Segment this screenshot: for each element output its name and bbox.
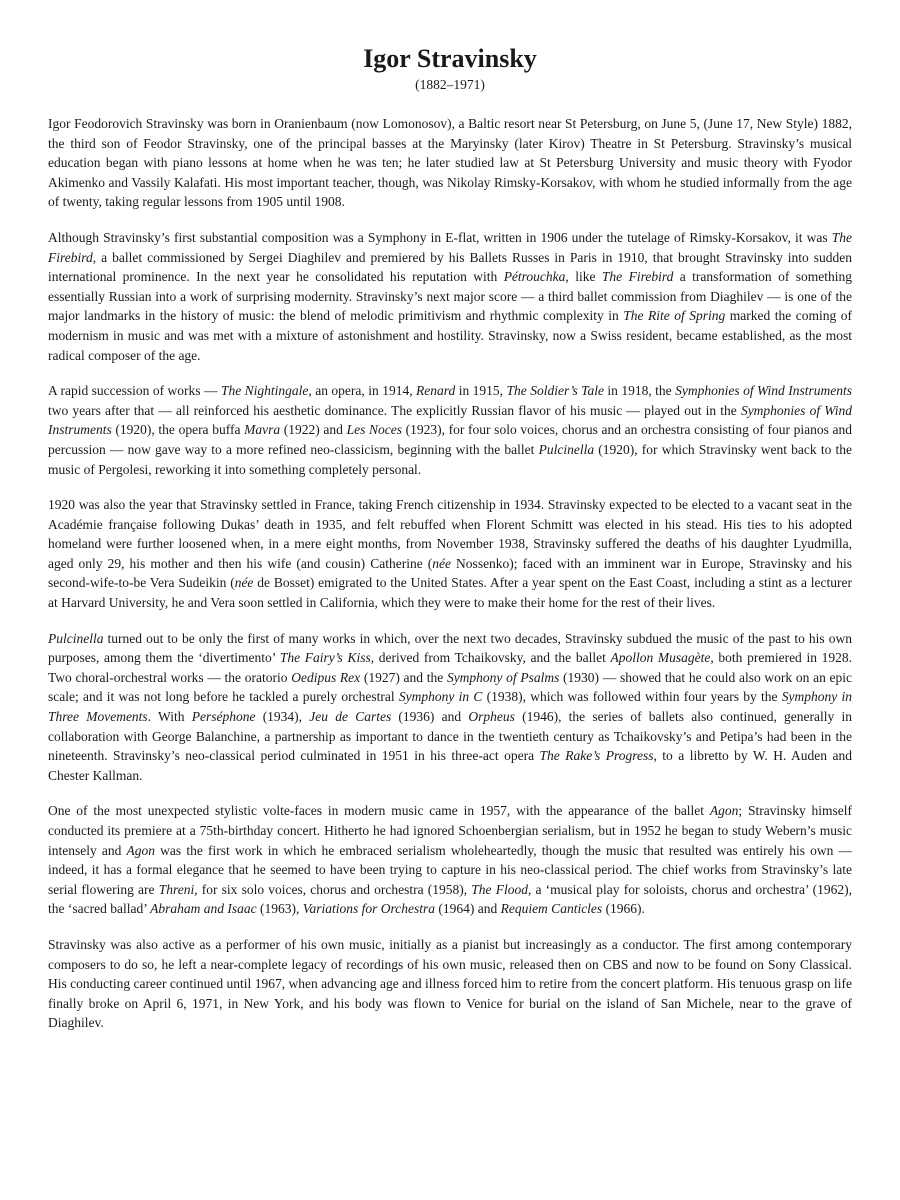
biography-body xyxy=(48,114,852,1033)
italic-title-text: Mavra xyxy=(244,422,281,438)
paragraph-text: (1963), xyxy=(256,901,303,917)
italic-title-text: The Rite of Spring xyxy=(623,308,726,324)
paragraph-text: (1920), the opera buffa xyxy=(111,422,245,438)
italic-title-text: The Firebird xyxy=(601,269,674,285)
paragraph-text: in 1918, the xyxy=(603,383,676,399)
italic-title-text: Symphony of Psalms xyxy=(446,669,560,685)
paragraph-text: , a ‘musical play for soloists, chorus and orchestra’ (1962), the ‘sacred ballad’ xyxy=(48,881,852,917)
paragraph-text: Igor Feodorovich Stravinsky was born in Oranienbaum (now Lomonosov), a Baltic resort near St Petersburg, on June 5, (June 17, New Style) 1882, the third son of Feodor Stravinsky, one of the principal basses at the Maryinsky (later Kirov) Theatre in St Petersburg. Stravinsky’s musical education began with piano lessons at home when he was ten; he later studied law at St Petersburg University and music theory with Fyodor Akimenko and Vassily Kalafati. His most important teacher, though, was Nikolay Rimsky-Korsakov, with whom he studied informally from the age of twenty, taking regular lessons from 1905 until 1908. xyxy=(48,116,852,210)
italic-title-text: Abraham and Isaac xyxy=(150,901,257,917)
italic-title-text: Les Noces xyxy=(346,422,402,438)
paragraph-text: (1966). xyxy=(602,901,645,917)
paragraph-text: (1920), for which Stravinsky went back to the music of Pergolesi, reworking it into something completely personal. xyxy=(48,441,852,477)
italic-title-text: Pulcinella xyxy=(48,630,104,646)
paragraph-text: , for six solo voices, chorus and orchestra (1958), xyxy=(194,881,472,897)
italic-title-text: née xyxy=(234,575,254,591)
italic-title-text: Orpheus xyxy=(468,709,515,725)
italic-title-text: The Rake’s Progress xyxy=(539,748,654,764)
paragraph-text: a transformation of something essentially Russian into a work of surprising modernity. Stravinsky’s next major score — a third ballet commission from Diaghilev — is one of the major landmarks in the history of music: the blend of melodic primitivism and rhythmic complexity in xyxy=(48,269,852,324)
paragraph-text: marked the coming of modernism in music and was met with a mixture of astonishment and hostility. Stravinsky, now a Swiss resident, became established, as the most radical composer of the age. xyxy=(48,308,852,363)
italic-title-text: Symphonies of Wind Instruments xyxy=(48,402,852,438)
paragraph-text: (1964) and xyxy=(434,901,501,917)
paragraph-text: A rapid succession of works — xyxy=(48,383,221,399)
paragraph-text: , both premiered in 1928. Two choral-orchestral works — the oratorio xyxy=(48,650,853,685)
italic-title-text: Agon xyxy=(126,842,156,858)
paragraph-text: two years after that — all reinforced his aesthetic dominance. The explicitly Russian flavor of his music — played out in the xyxy=(48,402,741,418)
paragraph xyxy=(48,935,852,1033)
italic-title-text: Renard xyxy=(416,383,456,399)
paragraph xyxy=(48,629,852,786)
paragraph-text: (1934), xyxy=(255,709,310,725)
italic-title-text: Pulcinella xyxy=(538,441,595,457)
paragraph xyxy=(48,495,852,613)
paragraph-text: , an opera, in 1914, xyxy=(308,383,417,399)
italic-title-text: The Firebird xyxy=(48,229,852,265)
paragraph-text: (1922) and xyxy=(280,422,347,438)
paragraph-text: One of the most unexpected stylistic volte-faces in modern music came in 1957, with the appearance of the ballet xyxy=(48,803,710,819)
italic-title-text: Requiem Canticles xyxy=(500,901,603,917)
page-title: Igor Stravinsky xyxy=(363,44,537,73)
paragraph-text: (1923), for four solo voices, chorus and an orchestra consisting of four pianos and percussion — now gave way to a more refined neo-classicism, beginning with the ballet xyxy=(48,422,853,457)
italic-title-text: Variations for Orchestra xyxy=(302,901,435,917)
italic-title-text: Threni xyxy=(158,881,195,897)
italic-title-text: Symphonies of Wind Instruments xyxy=(675,383,852,399)
document-page xyxy=(48,40,852,1180)
paragraph-text: , derived from Tchaikovsky, and the ballet xyxy=(370,650,611,666)
paragraph-text: , like xyxy=(565,269,602,285)
italic-title-text: Agon xyxy=(709,803,739,819)
paragraph-text: Nossenko); faced with an imminent war in Europe, Stravinsky and his second-wife-to-be Vera Sudeikin ( xyxy=(48,555,852,591)
paragraph-text: Although Stravinsky’s first substantial composition was a Symphony in E-flat, written in 1906 under the tutelage of Rimsky-Korsakov, it was xyxy=(48,229,832,245)
paragraph xyxy=(48,228,852,365)
paragraph-text: (1946), the series of ballets also continued, generally in collaboration with George Balanchine, a partnership as important to dance in the twentieth century as Tchaikovsky’s and Petipa’s had been in the nineteenth. Stravinsky’s neo-classical period culminated in 1951 in his three-act opera xyxy=(48,709,852,764)
italic-title-text: The Soldier’s Tale xyxy=(506,383,604,399)
italic-title-text: Perséphone xyxy=(191,709,256,725)
paragraph-text: 1920 was also the year that Stravinsky settled in France, taking French citizenship in 1934. Stravinsky expected to be elected to a vacant seat in the Académie française following Dukas’ death in 1935, and felt rebuffed when Florent Schmitt was elected in his stead. His ties to his adopted homeland were further loosened when, in a mere eight months, from November 1938, Stravinsky suffered the deaths of his daughter Lyudmilla, aged only 29, his mother and then his wife (and cousin) Catherine ( xyxy=(48,497,852,571)
italic-title-text: Apollon Musagète xyxy=(610,650,711,666)
italic-title-text: née xyxy=(432,555,451,571)
italic-title-text: Symphony in Three Movements xyxy=(48,689,852,725)
paragraph-text: , a ballet commissioned by Sergei Diaghilev and premiered by his Ballets Russes in Paris in 1910, that brought Stravinsky into sudden international prominence. In the next year he consolidated his reputation with xyxy=(48,249,852,285)
paragraph-text: (1936) and xyxy=(391,709,469,725)
italic-title-text: Jeu de Cartes xyxy=(309,709,392,725)
paragraph-text: , to a libretto by W. H. Auden and Chester Kallman. xyxy=(48,748,852,783)
paragraph-text: de Bosset) emigrated to the United States. After a year spent on the East Coast, including a stint as a lecturer at Harvard University, he and Vera soon settled in California, which they were to make their home for the rest of their lives. xyxy=(48,575,852,611)
italic-title-text: The Nightingale xyxy=(220,383,309,399)
paragraph-text: turned out to be only the first of many works in which, over the next two decades, Stravinsky subdued the music of the past to his own purposes, among them the ‘divertimento’ xyxy=(48,630,852,666)
paragraph-text: (1927) and the xyxy=(360,669,447,685)
paragraph-text: . With xyxy=(147,709,192,725)
italic-title-text: The Fairy’s Kiss xyxy=(279,650,371,666)
paragraph-text: was the first work in which he embraced serialism wholeheartedly, though the music that resulted was entirely his own — indeed, it has a formal elegance that he seemed to have been trying to capture in his neo-classical period. The chief works from Stravinsky’s late serial flowering are xyxy=(48,842,852,897)
paragraph-text: (1938), which was followed within four years by the xyxy=(482,689,782,705)
life-dates: (1882–1971) xyxy=(415,77,485,92)
italic-title-text: Pétrouchka xyxy=(503,269,566,285)
paragraph xyxy=(48,801,852,919)
italic-title-text: Symphony in C xyxy=(398,689,483,705)
paragraph-text: in 1915, xyxy=(455,383,507,399)
paragraph-text: Stravinsky was also active as a performer of his own music, initially as a pianist but increasingly as a conductor. The first among contemporary composers to do so, he left a near-complete legacy of recordings of his own music, released then on CBS and now to be found on Sony Classical. His conducting career continued until 1967, when advancing age and illness forced him to retire from the concert platform. His tenuous grasp on life finally broke on April 6, 1971, in New York, and his body was flown to Venice for burial on the island of San Michele, near to the grave of Diaghilev. xyxy=(48,936,852,1031)
italic-title-text: The Flood xyxy=(471,881,528,897)
italic-title-text: Oedipus Rex xyxy=(291,669,361,685)
paragraph xyxy=(48,114,852,212)
paragraph-text: (1930) — showed that he could also work on an epic scale; and it was not long before he tackled a purely orchestral xyxy=(48,669,853,705)
paragraph-text: ; Stravinsky himself conducted its premiere at a 75th-birthday concert. Hitherto he had ignored Schoenbergian serialism, but in 1952 he began to study Webern’s music intensely and xyxy=(48,803,852,858)
paragraph xyxy=(48,381,852,479)
